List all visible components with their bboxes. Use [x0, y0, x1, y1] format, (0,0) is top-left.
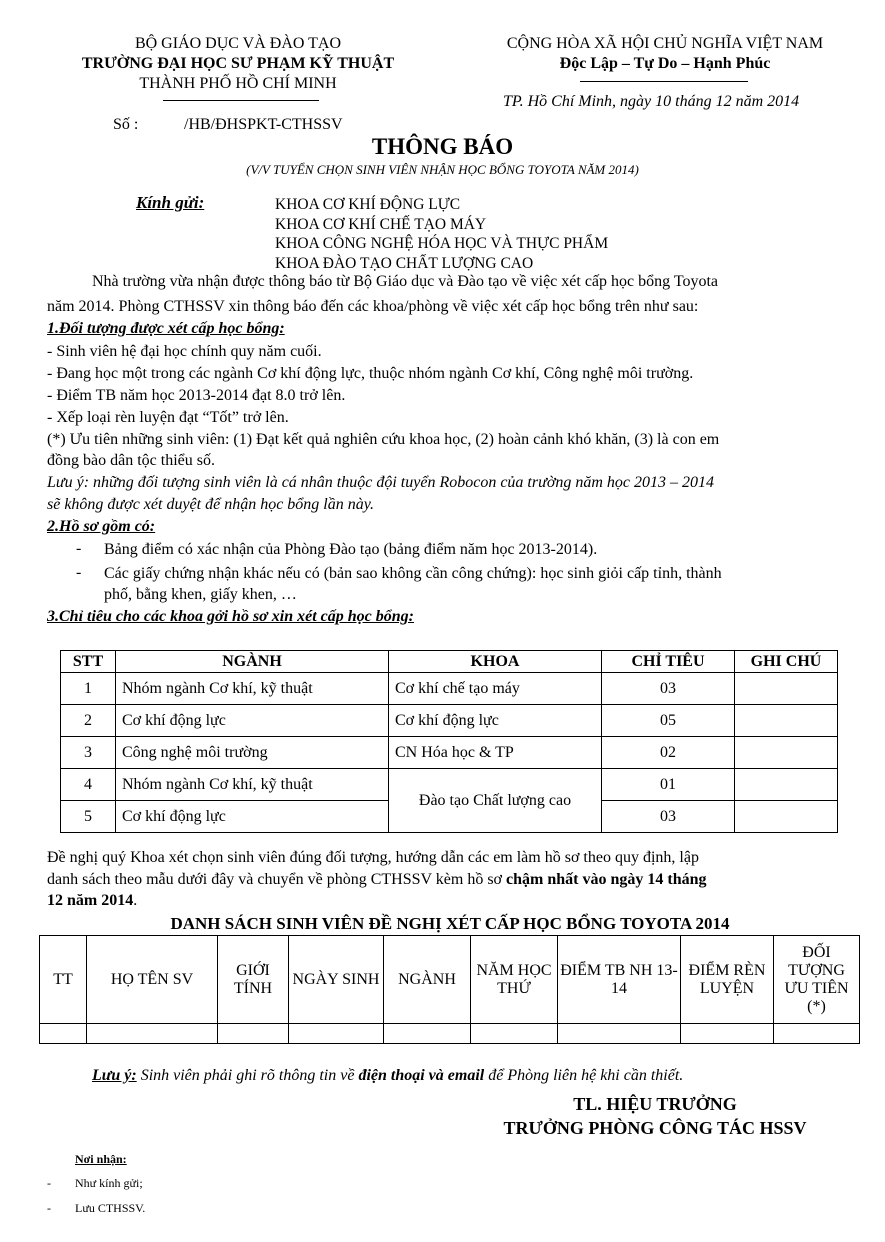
- bullet-dash: -: [76, 540, 82, 557]
- cell-chi-tieu: 03: [602, 801, 735, 833]
- request-line-2: [47, 871, 707, 889]
- section-1-item: - Điểm TB năm học 2013-2014 đạt 8.0 trở lên.: [47, 387, 346, 404]
- page-title: THÔNG BÁO: [371, 134, 514, 159]
- document-number-label: Số :: [113, 116, 139, 133]
- priority-line-1: (*) Ưu tiên những sinh viên: (1) Đạt kết quả nghiên cứu khoa học, (2) hoàn cảnh khó khăn, (3) là con em: [47, 431, 720, 448]
- table-header-row: [40, 936, 860, 1024]
- header-right-rule: [580, 81, 748, 82]
- request-end: .: [133, 892, 138, 909]
- section-2-item: Các giấy chứng nhận khác nếu có (bản sao không cần công chứng): học sinh giỏi cấp tỉnh, thành: [104, 565, 722, 582]
- cell-nganh: Cơ khí động lực: [116, 801, 389, 833]
- motto: Độc Lập – Tự Do – Hạnh Phúc: [559, 55, 771, 72]
- header-left: [48, 34, 428, 94]
- bullet-dash: -: [76, 564, 82, 581]
- table-row: [61, 737, 838, 769]
- university-name: TRƯỜNG ĐẠI HỌC SƯ PHẠM KỸ THUẬT: [81, 55, 395, 72]
- section-1-item: - Sinh viên hệ đại học chính quy năm cuối.: [47, 343, 322, 360]
- table-row: [61, 673, 838, 705]
- empty-cell: [384, 1024, 471, 1044]
- column-header: NGÀNH: [116, 651, 389, 673]
- ministry-name: BỘ GIÁO DỤC VÀ ĐÀO TẠO: [134, 35, 342, 52]
- empty-cell: [87, 1024, 218, 1044]
- table-row: [40, 1024, 860, 1044]
- priority-line-2: đồng bào dân tộc thiểu số.: [47, 452, 215, 469]
- empty-cell: [558, 1024, 681, 1044]
- section-1-heading: 1.Đối tượng được xét cấp học bổng:: [47, 320, 285, 337]
- document-number: /HB/ĐHSPKT-CTHSSV: [184, 116, 343, 133]
- final-note-label: Lưu ý:: [92, 1067, 137, 1084]
- section-2-item-cont: phố, bằng khen, giấy khen, …: [104, 586, 297, 603]
- cell-nganh: Nhóm ngành Cơ khí, kỹ thuật: [116, 673, 389, 705]
- request-line-1: Đề nghị quý Khoa xét chọn sinh viên đúng đối tượng, hướng dẫn các em làm hồ sơ theo quy định, lập: [47, 849, 699, 866]
- recipient-item: KHOA ĐÀO TẠO CHẤT LƯỢNG CAO: [275, 254, 534, 272]
- cell-khoa: Cơ khí động lực: [389, 705, 602, 737]
- cell-nganh: Cơ khí động lực: [116, 705, 389, 737]
- cell-stt: 5: [61, 801, 116, 833]
- cell-khoa: CN Hóa học & TP: [389, 737, 602, 769]
- empty-cell: [218, 1024, 289, 1044]
- final-note: [92, 1067, 683, 1085]
- city-name: THÀNH PHỐ HỒ CHÍ MINH: [139, 75, 337, 92]
- section-2-heading: 2.Hồ sơ gồm có:: [47, 518, 156, 535]
- empty-cell: [289, 1024, 384, 1044]
- empty-cell: [774, 1024, 860, 1044]
- cell-chi-tieu: 01: [602, 769, 735, 801]
- student-list-table: [39, 935, 860, 1044]
- column-header: TT: [40, 936, 87, 1024]
- document-date: TP. Hồ Chí Minh, ngày 10 tháng 12 năm 2014: [503, 93, 800, 110]
- column-header: ĐIỂM RÈN LUYỆN: [681, 936, 774, 1024]
- signature-line-2: TRƯỞNG PHÒNG CÔNG TÁC HSSV: [503, 1118, 807, 1138]
- intro-line-2: năm 2014. Phòng CTHSSV xin thông báo đến các khoa/phòng về việc xét cấp học bổng trên như sau:: [47, 298, 699, 315]
- recipient-item: KHOA CÔNG NGHỆ HÓA HỌC VÀ THỰC PHẨM: [275, 235, 609, 252]
- cell-nganh: Công nghệ môi trường: [116, 737, 389, 769]
- recipient-item: KHOA CƠ KHÍ ĐỘNG LỰC: [275, 196, 461, 213]
- column-header: CHỈ TIÊU: [602, 651, 735, 673]
- note-line-1: Lưu ý: những đối tượng sinh viên là cá nhân thuộc đội tuyển Robocon của trường năm học 2013 – 2014: [47, 474, 715, 491]
- recipients-label: Kính gửi:: [136, 193, 205, 212]
- cell-ghi-chu: [735, 737, 838, 769]
- request-line-3: [47, 892, 137, 910]
- cell-nganh: Nhóm ngành Cơ khí, kỹ thuật: [116, 769, 389, 801]
- request-text: danh sách theo mẫu dưới đây và chuyển về phòng CTHSSV kèm hồ sơ: [47, 871, 507, 888]
- cell-chi-tieu: 03: [602, 673, 735, 705]
- column-header: NGÀNH: [384, 936, 471, 1024]
- deadline-text: chậm nhất vào ngày 14 tháng: [506, 871, 707, 888]
- cell-ghi-chu: [735, 705, 838, 737]
- section-1-item: - Xếp loại rèn luyện đạt “Tốt” trở lên.: [47, 409, 289, 426]
- table-row: [61, 705, 838, 737]
- column-header: GHI CHÚ: [735, 651, 838, 673]
- recipients-list: [275, 195, 608, 273]
- column-header: NĂM HỌC THỨ: [471, 936, 558, 1024]
- final-note-text: để Phòng liên hệ khi cần thiết.: [484, 1067, 684, 1084]
- recipient-item: KHOA CƠ KHÍ CHẾ TẠO MÁY: [275, 215, 487, 233]
- final-note-bold: điện thoại và email: [358, 1067, 485, 1084]
- page-subtitle: (V/V TUYỂN CHỌN SINH VIÊN NHẬN HỌC BỔNG TOYOTA NĂM 2014): [246, 162, 639, 177]
- cell-ghi-chu: [735, 801, 838, 833]
- intro-line-1: Nhà trường vừa nhận được thông báo từ Bộ Giáo dục và Đào tạo về việc xét cấp học bổng Toyota: [92, 273, 719, 290]
- cell-ghi-chu: [735, 673, 838, 705]
- cell-khoa-merged: Đào tạo Chất lượng cao: [389, 769, 602, 833]
- column-header: ĐỐI TƯỢNG ƯU TIÊN (*): [774, 936, 860, 1024]
- cell-chi-tieu: 05: [602, 705, 735, 737]
- bullet-dash: -: [47, 1201, 51, 1215]
- column-header: NGÀY SINH: [289, 936, 384, 1024]
- signature-line-1: TL. HIỆU TRƯỞNG: [573, 1094, 737, 1114]
- list-title: DANH SÁCH SINH VIÊN ĐỀ NGHỊ XÉT CẤP HỌC BỔNG TOYOTA 2014: [170, 914, 730, 933]
- section-1-item: - Đang học một trong các ngành Cơ khí động lực, thuộc nhóm ngành Cơ khí, Công nghệ môi trường.: [47, 365, 694, 382]
- note-line-2: sẽ không được xét duyệt để nhận học bổng lần này.: [47, 496, 374, 513]
- column-header: GIỚI TÍNH: [218, 936, 289, 1024]
- deadline-text: 12 năm 2014: [47, 892, 134, 909]
- noi-nhan-label: Nơi nhận:: [75, 1152, 127, 1166]
- cell-chi-tieu: 02: [602, 737, 735, 769]
- bullet-dash: -: [47, 1176, 51, 1190]
- column-header: STT: [61, 651, 116, 673]
- column-header: KHOA: [389, 651, 602, 673]
- column-header: HỌ TÊN SV: [87, 936, 218, 1024]
- header-right: [460, 34, 870, 74]
- section-2-item: Bảng điểm có xác nhận của Phòng Đào tạo (bảng điểm năm học 2013-2014).: [104, 541, 598, 558]
- empty-cell: [471, 1024, 558, 1044]
- table-row: [61, 769, 838, 801]
- country-name: CỘNG HÒA XÃ HỘI CHỦ NGHĨA VIỆT NAM: [506, 35, 824, 52]
- header-left-rule: [163, 100, 319, 101]
- cell-khoa: Cơ khí chế tạo máy: [389, 673, 602, 705]
- final-note-text: Sinh viên phải ghi rõ thông tin về: [136, 1067, 359, 1084]
- empty-cell: [681, 1024, 774, 1044]
- column-header: ĐIỂM TB NH 13-14: [558, 936, 681, 1024]
- empty-cell: [40, 1024, 87, 1044]
- cell-ghi-chu: [735, 769, 838, 801]
- signature-block: [470, 1092, 840, 1140]
- cell-stt: 4: [61, 769, 116, 801]
- cell-stt: 2: [61, 705, 116, 737]
- noi-nhan-item: Như kính gửi;: [75, 1176, 143, 1190]
- section-3-heading: 3.Chỉ tiêu cho các khoa gởi hồ sơ xin xét cấp học bổng:: [47, 608, 414, 625]
- cell-stt: 1: [61, 673, 116, 705]
- quota-table: [60, 650, 838, 833]
- noi-nhan-item: Lưu CTHSSV.: [75, 1201, 146, 1215]
- cell-stt: 3: [61, 737, 116, 769]
- table-header-row: [61, 651, 838, 673]
